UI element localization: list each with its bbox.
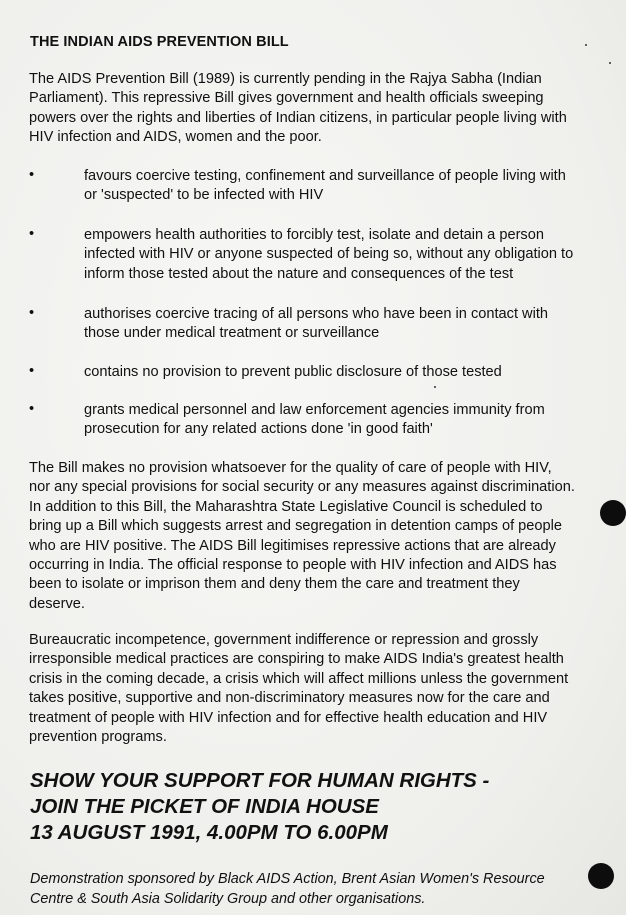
- sponsor-footer: [30, 870, 626, 909]
- text-line: empowers health authorities to forcibly test, isolate and detain a person: [84, 227, 544, 243]
- text-line: favours coercive testing, confinement and surveillance of people living with: [84, 168, 566, 184]
- punch-hole-icon: [600, 500, 626, 526]
- bullet-marker: •: [29, 305, 35, 321]
- bullet-marker: •: [29, 167, 35, 183]
- body-paragraph-2: [29, 459, 626, 614]
- paper-speck: [585, 44, 587, 46]
- text-line: deserve.: [29, 595, 85, 612]
- text-line: The AIDS Prevention Bill (1989) is currently pending in the Rajya Sabha (Indian: [29, 71, 542, 87]
- intro-paragraph: [29, 70, 626, 148]
- text-line: takes positive, supportive and non-discriminatory measures now for the care and: [29, 690, 550, 707]
- body-paragraph-3: [29, 631, 626, 747]
- text-line: those under medical treatment or surveillance: [84, 325, 380, 342]
- text-line: or 'suspected' to be infected with HIV: [84, 187, 324, 204]
- text-line: authorises coercive tracing of all persons who have been in contact with: [84, 306, 549, 322]
- document-title: THE INDIAN AIDS PREVENTION BILL: [30, 34, 289, 50]
- text-line: prosecution for any related actions done 'in good faith': [84, 421, 433, 438]
- headline-line: JOIN THE PICKET OF INDIA HOUSE: [30, 795, 379, 818]
- text-line: nor any special provisions for social security or any measures against discrimination.: [29, 479, 575, 496]
- text-line: HIV infection and AIDS, women and the poor.: [29, 129, 322, 146]
- text-line: bring up a Bill which suggests arrest and segregation in detention camps of people: [29, 518, 562, 535]
- text-line: crisis in the coming decade, a crisis which will affect millions unless the government: [29, 670, 569, 687]
- headline-line: 13 AUGUST 1991, 4.00PM TO 6.00PM: [30, 821, 388, 844]
- text-line: contains no provision to prevent public disclosure of those tested: [84, 364, 502, 380]
- text-line: treatment of people with HIV infection and for effective health education and HIV: [29, 709, 548, 726]
- punch-hole-icon: [588, 863, 614, 889]
- text-line: grants medical personnel and law enforcement agencies immunity from: [84, 402, 545, 418]
- text-line: inform those tested about the nature and consequences of the test: [84, 265, 514, 282]
- text-line: irresponsible medical practices are conspiring to make AIDS India's greatest health: [29, 651, 564, 668]
- bullet-item: [84, 167, 626, 206]
- text-line: Centre & South Asia Solidarity Group and other organisations.: [30, 890, 426, 907]
- text-line: The Bill makes no provision whatsoever for the quality of care of people with HIV,: [29, 460, 552, 476]
- text-line: Parliament). This repressive Bill gives government and health officials sweeping: [29, 90, 544, 107]
- text-line: who are HIV positive. The AIDS Bill legitimises repressive actions that are already: [29, 537, 556, 554]
- text-line: Demonstration sponsored by Black AIDS Action, Brent Asian Women's Resource: [30, 871, 545, 887]
- bullet-marker: •: [29, 401, 35, 417]
- paper-speck: [434, 386, 436, 388]
- text-line: Bureaucratic incompetence, government indifference or repression and grossly: [29, 632, 539, 648]
- bullet-item: [84, 305, 626, 344]
- headline-line: SHOW YOUR SUPPORT FOR HUMAN RIGHTS -: [30, 769, 490, 792]
- text-line: been to isolate or imprison them and deny them the care and treatment they: [29, 576, 520, 593]
- paper-speck: [609, 62, 611, 64]
- bullet-item: [84, 363, 626, 382]
- bullet-marker: •: [29, 226, 35, 242]
- bullet-item: [84, 401, 626, 440]
- text-line: powers over the rights and liberties of Indian citizens, in particular people living with: [29, 109, 567, 126]
- text-line: occurring in India. The official response to people with HIV infection and AIDS has: [29, 557, 557, 574]
- bullet-item: [84, 226, 626, 284]
- bullet-marker: •: [29, 363, 35, 379]
- text-line: In addition to this Bill, the Maharashtra State Legislative Council is scheduled to: [29, 498, 543, 515]
- call-to-action-headline: [30, 768, 626, 846]
- text-line: infected with HIV or anyone suspected of being so, without any obligation to: [84, 246, 574, 263]
- text-line: prevention programs.: [29, 729, 167, 746]
